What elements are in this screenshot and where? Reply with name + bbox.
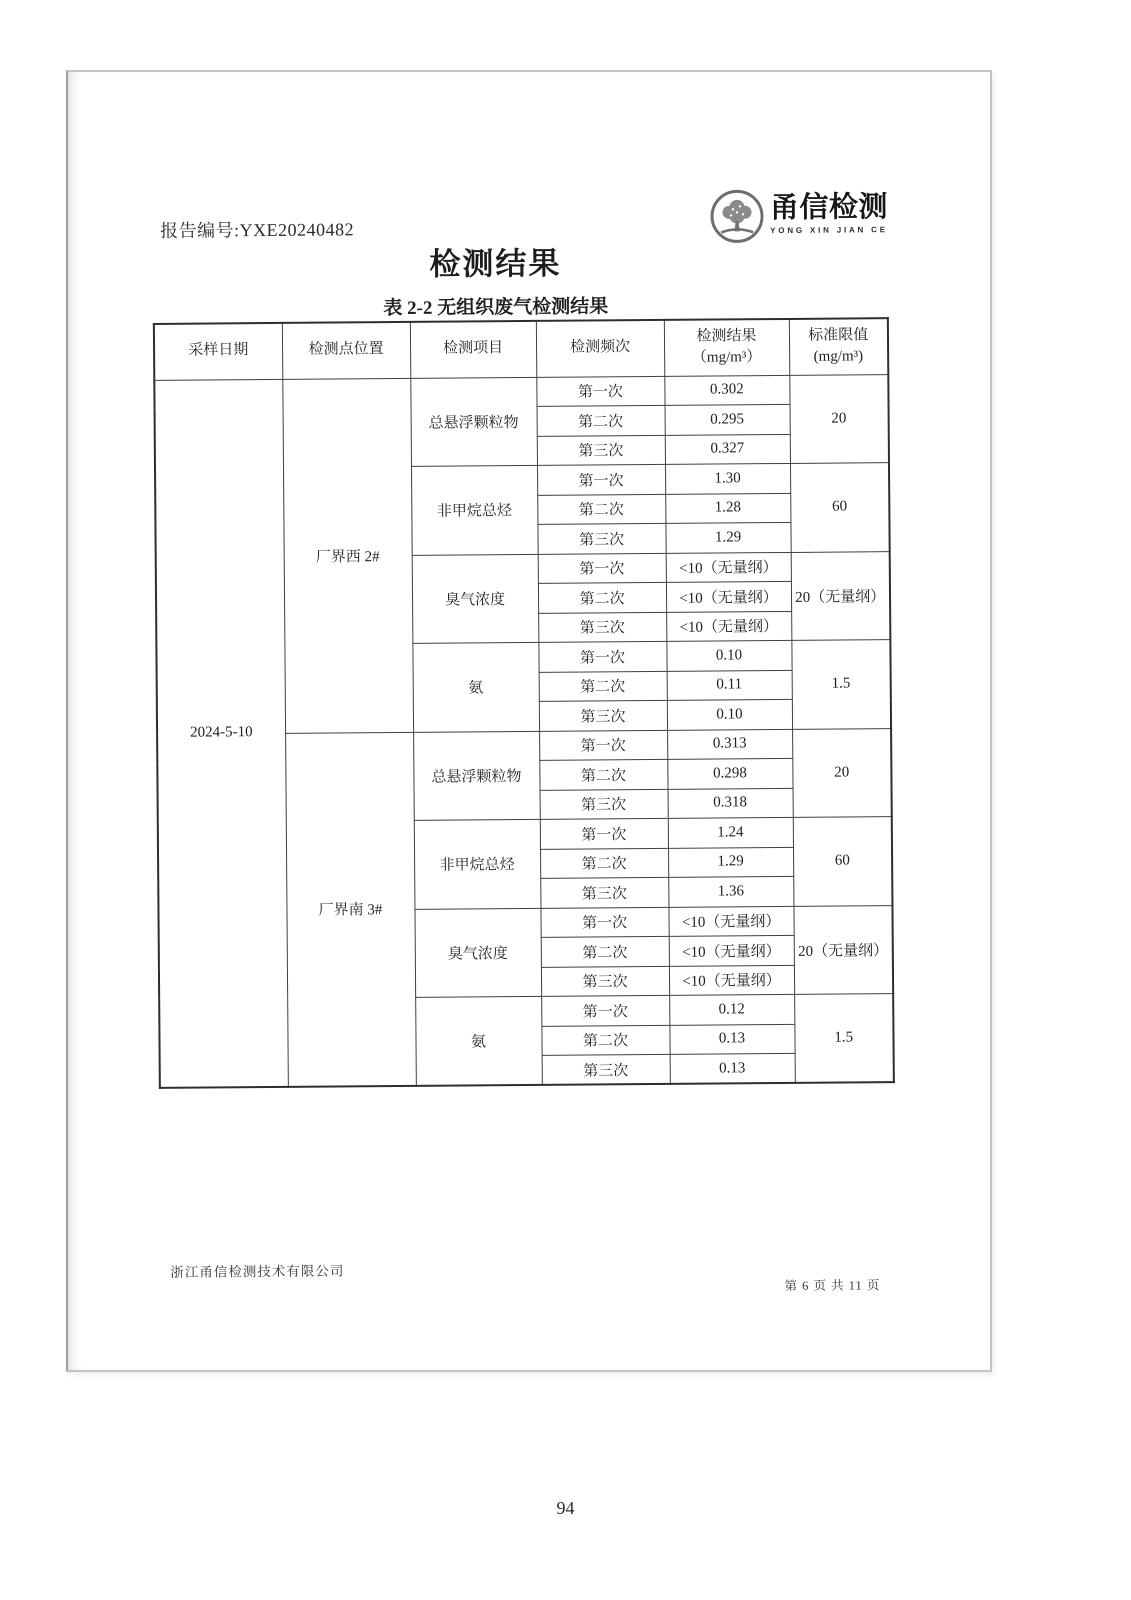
freq-cell: 第一次: [541, 995, 669, 1026]
location-cell: 厂界南 3#: [285, 732, 416, 1087]
table-head: [154, 318, 888, 380]
freq-cell: 第三次: [537, 523, 665, 554]
freq-cell: 第二次: [537, 494, 665, 525]
item-cell: 氨: [415, 996, 542, 1085]
table-body: [154, 374, 894, 1088]
item-cell: 臭气浓度: [412, 554, 539, 643]
result-cell: <10（无量纲）: [666, 552, 791, 582]
limit-cell: 20（无量纲）: [793, 905, 893, 994]
header-row: [154, 318, 888, 380]
result-cell: 1.28: [665, 493, 790, 523]
limit-cell: 1.5: [791, 640, 891, 729]
result-cell: 0.318: [668, 788, 793, 818]
result-cell: <10（无量纲）: [669, 965, 794, 995]
freq-cell: 第一次: [539, 730, 667, 761]
freq-cell: 第一次: [538, 553, 666, 584]
freq-cell: 第三次: [540, 789, 668, 820]
result-cell: 0.327: [665, 434, 790, 464]
result-cell: 0.13: [670, 1053, 795, 1083]
freq-cell: 第三次: [541, 966, 669, 997]
limit-cell: 20（无量纲）: [791, 551, 891, 640]
report-number: 报告编号:YXE20240482: [160, 219, 355, 241]
result-cell: <10（无量纲）: [668, 906, 793, 936]
freq-cell: 第一次: [538, 641, 666, 672]
scanned-page: [66, 70, 992, 1372]
freq-cell: 第三次: [542, 1054, 670, 1085]
table-caption: 表 2-2 无组织废气检测结果: [383, 296, 609, 320]
freq-cell: 第三次: [537, 435, 665, 466]
result-cell: 0.313: [667, 729, 792, 759]
col-header-location: 检测点位置: [282, 322, 410, 379]
freq-cell: 第三次: [538, 612, 666, 643]
freq-cell: 第二次: [537, 405, 665, 436]
col-header-limit: 标准限值 (mg/m³): [789, 318, 888, 375]
result-cell: <10（无量纲）: [666, 611, 791, 641]
result-cell: <10（无量纲）: [669, 935, 794, 965]
result-cell: 1.36: [668, 876, 793, 906]
freq-cell: 第三次: [539, 700, 667, 731]
result-cell: 1.29: [668, 847, 793, 877]
result-cell: 0.298: [667, 758, 792, 788]
page-number: 94: [556, 1498, 575, 1518]
freq-cell: 第一次: [540, 818, 668, 849]
freq-cell: 第一次: [536, 376, 664, 407]
logo-text: [770, 193, 888, 235]
limit-cell: 20: [789, 374, 889, 463]
logo-name: 甬信检测: [769, 191, 889, 225]
item-cell: 非甲烷总烃: [414, 819, 541, 908]
result-cell: 0.10: [666, 640, 791, 670]
item-cell: 总悬浮颗粒物: [413, 731, 540, 820]
result-cell: <10（无量纲）: [666, 581, 791, 611]
freq-cell: 第一次: [540, 907, 668, 938]
freq-cell: 第二次: [540, 848, 668, 879]
item-cell: 总悬浮颗粒物: [410, 377, 537, 466]
freq-cell: 第一次: [537, 464, 665, 495]
limit-cell: 1.5: [794, 994, 894, 1083]
freq-cell: 第二次: [541, 936, 669, 967]
date-cell: 2024-5-10: [154, 379, 288, 1088]
result-cell: 0.11: [667, 670, 792, 700]
freq-cell: 第二次: [539, 759, 667, 790]
limit-cell: 60: [793, 817, 893, 906]
freq-cell: 第二次: [539, 671, 667, 702]
col-header-frequency: 检测频次: [536, 320, 664, 377]
col-header-result: 检测结果 （mg/m³）: [664, 319, 789, 376]
result-cell: 1.30: [665, 463, 790, 493]
freq-cell: 第二次: [541, 1025, 669, 1056]
page-title: 检测结果: [429, 245, 562, 282]
result-cell: 0.302: [664, 375, 789, 405]
result-cell: 1.29: [665, 522, 790, 552]
col-header-sample-date: 采样日期: [154, 323, 282, 380]
footer-page-info: 第 6 页 共 11 页: [784, 1278, 881, 1294]
limit-cell: 60: [790, 463, 890, 552]
result-cell: 0.13: [669, 1024, 794, 1054]
result-cell: 0.295: [665, 404, 790, 434]
results-table: [153, 317, 895, 1089]
limit-cell: 20: [792, 728, 892, 817]
result-cell: 1.24: [668, 817, 793, 847]
page-content: [63, 68, 995, 1373]
freq-cell: 第三次: [540, 877, 668, 908]
logo-subtext: YONG XIN JIAN CE: [770, 225, 888, 236]
freq-cell: 第二次: [538, 582, 666, 613]
footer-company-name: 浙江甬信检测技术有限公司: [170, 1263, 345, 1280]
results-table-wrap: [153, 317, 895, 1089]
result-cell: 0.12: [669, 994, 794, 1024]
item-cell: 臭气浓度: [414, 908, 541, 997]
result-cell: 0.10: [667, 699, 792, 729]
location-cell: 厂界西 2#: [282, 378, 413, 733]
item-cell: 非甲烷总烃: [411, 465, 538, 554]
item-cell: 氨: [412, 642, 539, 731]
col-header-item: 检测项目: [410, 321, 536, 378]
